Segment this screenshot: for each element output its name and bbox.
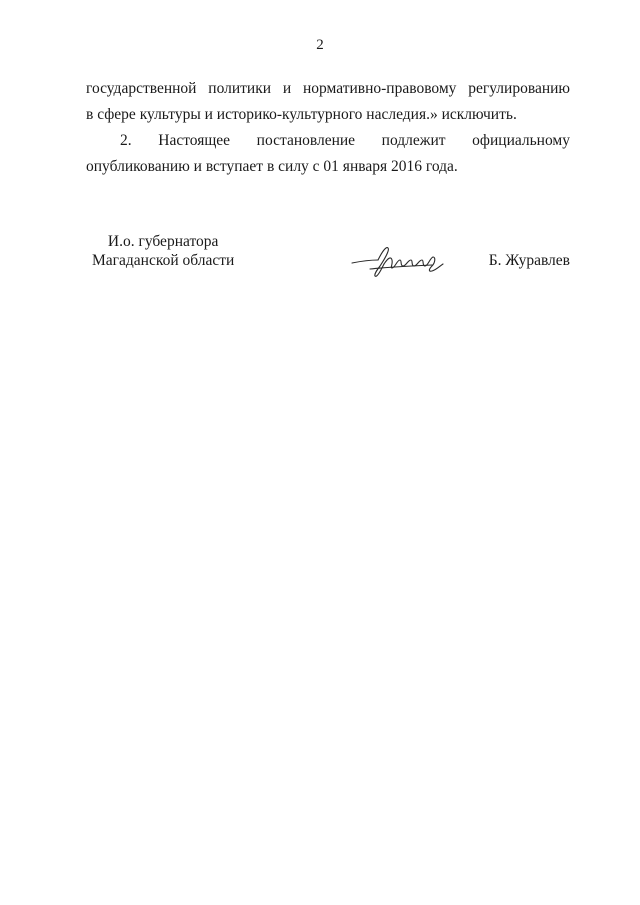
signer-position [92, 232, 234, 270]
signer-name: Б. Журавлев [488, 252, 570, 269]
signer-position-line: Магаданской области [92, 252, 235, 269]
paragraph-line: государственной политики и нормативно-правовому регулированию [86, 80, 570, 97]
paragraph-line: в сфере культуры и историко-культурного наследия.» исключить. [86, 106, 517, 123]
paragraph-item-2 [86, 128, 570, 180]
paragraph-line: опубликованию и вступает в силу с 01 января 2016 года. [86, 158, 458, 175]
paragraph-line: 2. Настоящее постановление подлежит официальному [120, 132, 570, 149]
page-number: 2 [316, 37, 324, 53]
paragraph-continuation [86, 76, 570, 128]
handwritten-signature-icon [348, 236, 448, 282]
signer-position-line: И.о. губернатора [107, 233, 219, 250]
signature-block [86, 232, 570, 292]
